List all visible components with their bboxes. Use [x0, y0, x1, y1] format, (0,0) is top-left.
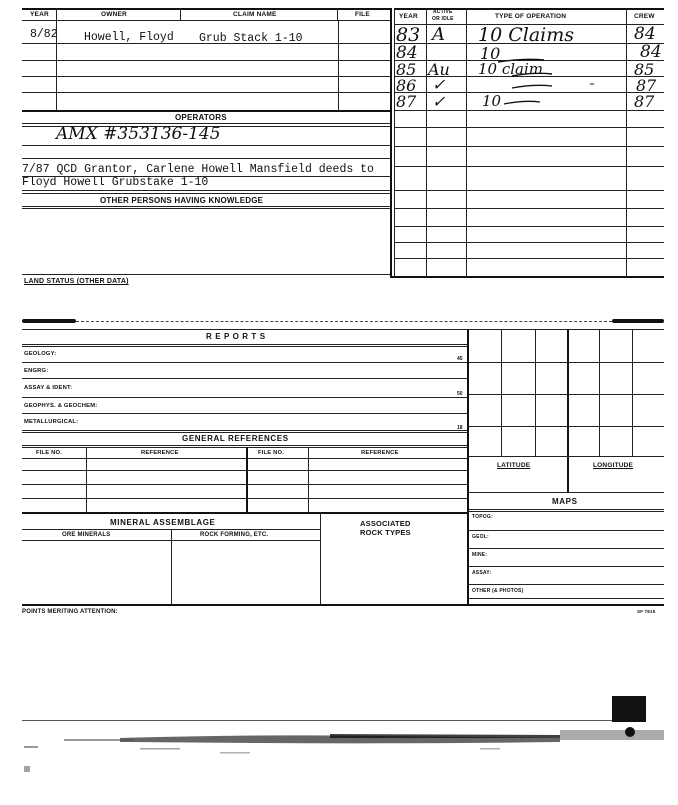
associated-label: ASSOCIATED [360, 519, 411, 528]
gr-reference-2: REFERENCE [361, 450, 399, 456]
note-line-2: Floyd Howell Grubstake 1-10 [22, 176, 209, 189]
general-references-title: GENERAL REFERENCES [182, 434, 289, 443]
report-engrg-label: ENGRG: [24, 368, 49, 374]
maps-mine: MINE: [472, 552, 488, 558]
maps-title: MAPS [552, 497, 578, 506]
ops-row3-type: 10 claim [478, 60, 544, 78]
other-persons-title: OTHER PERSONS HAVING KNOWLEDGE [100, 196, 264, 205]
rock-types-label: ROCK TYPES [360, 528, 411, 537]
claim-owner: Howell, Floyd [84, 31, 174, 44]
maps-other: OTHER (& PHOTOS) [472, 588, 524, 594]
ops-row1-crew: 84 [634, 24, 656, 44]
claim-name: Grub Stack 1-10 [199, 32, 303, 45]
ops-row3-year: 85 [396, 60, 417, 79]
longitude-label: LONGITUDE [593, 462, 634, 469]
land-status-title: LAND STATUS (OTHER DATA) [24, 278, 129, 285]
ops-row4-crew: 87 [636, 76, 657, 95]
maps-assay: ASSAY: [472, 570, 492, 576]
header-claim-name: CLAIM NAME [233, 11, 277, 18]
scan-artifact-square [612, 696, 646, 722]
ops-row1-status: A [432, 24, 445, 45]
form-code: SF 7815 [637, 609, 656, 614]
reports-title: R E P O R T S [206, 332, 266, 341]
report-assay-label: ASSAY & IDENT: [24, 385, 73, 391]
ops-row4-status: ✓ [432, 75, 446, 94]
report-metallurgical-num: 18 [457, 425, 463, 431]
gr-file-no-2: FILE NO. [258, 450, 285, 456]
report-geology-num: 45 [457, 356, 463, 362]
header-owner: OWNER [101, 11, 127, 18]
report-geophys-label: GEOPHYS. & GEOCHEM: [24, 403, 98, 409]
gr-file-no-1: FILE NO. [36, 450, 63, 456]
maps-topog: TOPOG: [472, 514, 493, 520]
ops-row4-year: 86 [396, 76, 417, 95]
header-file: FILE [355, 11, 370, 18]
report-metallurgical-label: METALLURGICAL: [24, 419, 79, 425]
report-assay-num: 50 [457, 391, 463, 397]
points-title: POINTS MERITING ATTENTION: [22, 609, 118, 615]
ops-row3-status: Au [428, 60, 450, 79]
ops-row1-type: 10 Claims [478, 24, 575, 46]
gr-reference-1: REFERENCE [141, 450, 179, 456]
note-line-1: 7/87 QCD Grantor, Carlene Howell Mansfield deeds to [22, 163, 374, 176]
ops-row2-crew: 84 [640, 42, 662, 62]
divider-strip-right [612, 319, 664, 323]
latitude-label: LATITUDE [497, 462, 531, 469]
report-geology-label: GEOLOGY: [24, 351, 57, 357]
ops-row5-type: 10 [482, 92, 502, 110]
ops-row5-year: 87 [396, 92, 417, 111]
ops-row5-status: ✓ [432, 92, 446, 111]
mineral-title: MINERAL ASSEMBLAGE [110, 518, 216, 527]
ops-header-idle: OR IDLE [432, 16, 454, 22]
rock-forming-label: ROCK FORMING, ETC. [200, 532, 269, 538]
ops-header-year: YEAR [399, 13, 418, 20]
divider-strip-left [22, 319, 76, 323]
ops-row2-type: 10 [480, 44, 501, 63]
maps-geol: GEOL: [472, 534, 489, 540]
handwriting-strokes [394, 24, 664, 112]
ops-row3-crew: 85 [634, 60, 655, 79]
ore-minerals-label: ORE MINERALS [62, 532, 111, 538]
ops-row2-year: 84 [396, 43, 418, 63]
ops-header-crew: CREW [634, 13, 655, 20]
ops-header-active: ACTIVE [433, 9, 453, 15]
ops-header-type: TYPE OF OPERATION [495, 13, 567, 20]
header-year: YEAR [30, 11, 49, 18]
claim-year: 8/82 [30, 28, 58, 41]
ops-row1-year: 83 [396, 24, 421, 46]
operators-handwritten: AMX #353136-145 [56, 124, 221, 144]
ops-row5-crew: 87 [634, 92, 655, 111]
operators-title: OPERATORS [175, 113, 227, 122]
scan-noise [0, 722, 678, 782]
